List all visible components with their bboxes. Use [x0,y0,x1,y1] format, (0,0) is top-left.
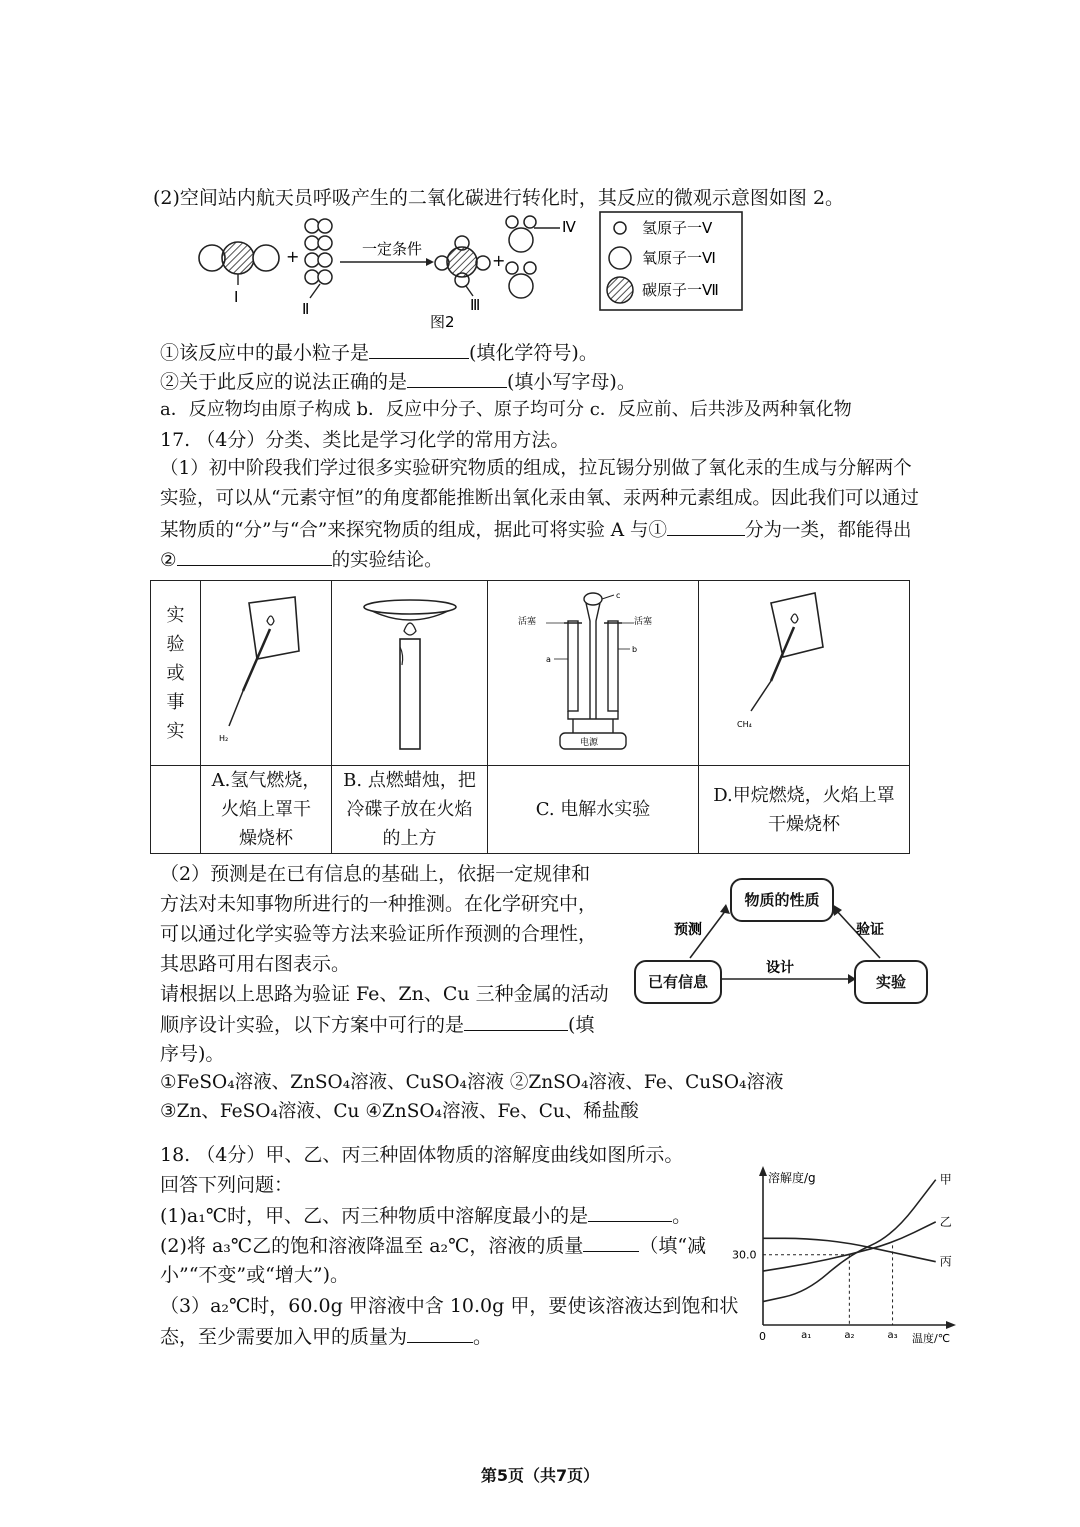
row-label: 实 验 或 事 实 [151,581,201,766]
answer-blank-7[interactable] [583,1233,639,1252]
series-label-1: 乙 [939,1214,952,1229]
svg-text:活塞: 活塞 [634,617,653,627]
q17-p1-line3: 某物质的“分”与“合”来探究物质的组成，据此可将实验 A 与① 分为一类，都能得出 [160,517,911,543]
caption-c: C. 电解水实验 [488,766,699,854]
label-iii: Ⅲ [470,296,481,314]
label-iv: Ⅳ [562,218,576,236]
q17-p1-line4: ② 的实验结论。 [160,547,443,573]
x-tick-2: a₂ [844,1330,855,1341]
q17-p1-line1: （1）初中阶段我们学过很多实验研究物质的组成，拉瓦锡分别做了氧化汞的生成与分解两个 [160,458,912,479]
flow-label-predict: 预测 [674,922,702,938]
curve-2 [763,1238,936,1261]
q17-p2-line5: 请根据以上思路为验证 Fe、Zn、Cu 三种金属的活动 [160,983,609,1005]
hydrogen-atom-icon [614,222,626,234]
ch4-molecule [435,236,490,296]
q16-sub1: ①该反应中的最小粒子是 (填化学符号)。 [160,342,598,364]
experiment-table [150,580,910,854]
plus-sign-1: + [286,247,300,266]
svg-text:活塞: 活塞 [518,617,537,627]
h2-molecules [305,219,332,298]
exp-a-image [201,581,332,766]
reaction-diagram [190,210,750,335]
plus-sign-2: + [492,251,506,270]
q17-options-1: ①FeSO₄溶液、ZnSO₄溶液、CuSO₄溶液 ②ZnSO₄溶液、Fe、CuSO₄溶液 [160,1072,784,1093]
page-footer: 第5页（共7页） [480,1466,600,1485]
solubility-chart [730,1160,970,1350]
svg-text:b: b [632,645,638,654]
caption-a: A.氢气燃烧， 火焰上罩干 燥烧杯 [201,766,332,854]
svg-text:a: a [546,655,551,664]
q16-part2-intro: (2)空间站内航天员呼吸产生的二氧化碳进行转化时，其反应的微观示意图如图 2。 [153,187,845,209]
exp-b-image [332,581,488,766]
q17-title: 17. （4分）分类、类比是学习化学的常用方法。 [160,429,570,451]
condition-text: 一定条件 [362,240,423,258]
caption-empty [151,766,201,854]
flow-label-design: 设计 [766,960,794,976]
exp-d-image [699,581,910,766]
legend-oxygen: 氧原子一Ⅵ [642,249,716,267]
co2-molecule [199,242,279,285]
q17-p2-line7: 序号)。 [160,1043,225,1065]
answer-blank-2[interactable] [407,369,507,388]
answer-blank-6[interactable] [588,1203,672,1222]
x-tick-1: a₁ [801,1330,812,1341]
h2o-molecules [506,216,560,298]
carbon-atom-icon [607,277,633,303]
q17-p2-line6: 顺序设计实验，以下方案中可行的是 (填 [160,1014,595,1036]
y-axis-label: 溶解度/g [768,1171,816,1185]
answer-blank-3[interactable] [667,517,745,536]
answer-blank-4[interactable] [177,547,332,566]
q18-line4: (2)将 a₃℃乙的饱和溶液降温至 a₂℃，溶液的质量 （填“减 [160,1235,707,1257]
q17-options-2: ③Zn、FeSO₄溶液、Cu ④ZnSO₄溶液、Fe、Cu、稀盐酸 [160,1101,639,1122]
y-tick-30: 30.0 [732,1248,757,1262]
q18-line5: 小”“不变”或“增大”)。 [160,1264,349,1286]
legend-carbon: 碳原子一Ⅶ [642,281,719,299]
electrolysis-apparatus-icon [488,581,698,756]
q17-p2-line3: 可以通过化学实验等方法来验证所作预测的合理性， [160,923,598,945]
flow-node-experiment: 实验 [854,960,928,1004]
caption-b: B. 点燃蜡烛，把 冷碟子放在火焰 的上方 [332,766,488,854]
flow-label-verify: 验证 [856,922,884,938]
curve-0 [763,1180,936,1302]
flow-arrows [630,870,930,1010]
origin-label: 0 [759,1330,766,1343]
label-ii: Ⅱ [302,300,310,318]
q18-line3: (1)a₁℃时，甲、乙、丙三种物质中溶解度最小的是 。 [160,1205,692,1227]
methane-combustion-icon [699,581,909,756]
q18-line7: 态，至少需要加入甲的质量为 。 [160,1326,493,1348]
candle-dish-icon [332,581,487,756]
series-label-2: 丙 [939,1254,952,1269]
q16-options: a．反应物均由原子构成 b．反应中分子、原子均可分 c．反应前、后共涉及两种氧化物 [160,399,852,420]
svg-text:c: c [616,591,621,600]
label-i: Ⅰ [234,288,239,306]
q18-title: 18. （4分）甲、乙、丙三种固体物质的溶解度曲线如图所示。 [160,1144,684,1166]
x-tick-3: a₃ [887,1330,898,1341]
curve-1 [763,1222,936,1271]
q17-p1-line2: 实验，可以从“元素守恒”的角度都能推断出氧化汞由氧、汞两种元素组成。因此我们可以通过 [160,488,919,509]
fig-label: 图2 [430,313,455,331]
x-axis-label: 温度/℃ [912,1332,951,1345]
caption-d: D.甲烷燃烧，火焰上罩 干燥烧杯 [699,766,910,854]
answer-blank-1[interactable] [369,340,469,359]
hydrogen-combustion-icon [201,581,331,756]
answer-blank-8[interactable] [407,1324,473,1343]
q17-p2-line1: （2）预测是在已有信息的基础上，依据一定规律和 [160,863,591,885]
exp-c-image [488,581,699,766]
q17-p2-line4: 其思路可用右图表示。 [160,953,351,975]
q18-line2: 回答下列问题： [160,1174,294,1196]
svg-text:H₂: H₂ [219,734,229,743]
legend-hydrogen: 氢原子一Ⅴ [642,219,713,237]
flow-node-properties: 物质的性质 [730,878,834,922]
series-label-0: 甲 [939,1172,952,1187]
q18-line6: （3）a₂℃时，60.0g 甲溶液中含 10.0g 甲，要使该溶液达到饱和状 [160,1295,739,1317]
oxygen-atom-icon [609,247,631,269]
svg-text:CH₄: CH₄ [737,720,752,729]
q16-sub2: ②关于此反应的说法正确的是 (填小写字母)。 [160,371,636,393]
answer-blank-5[interactable] [464,1012,568,1031]
q17-p2-line2: 方法对未知事物所进行的一种推测。在化学研究中， [160,893,598,915]
svg-text:电源: 电源 [580,738,599,748]
flow-node-info: 已有信息 [634,960,722,1004]
